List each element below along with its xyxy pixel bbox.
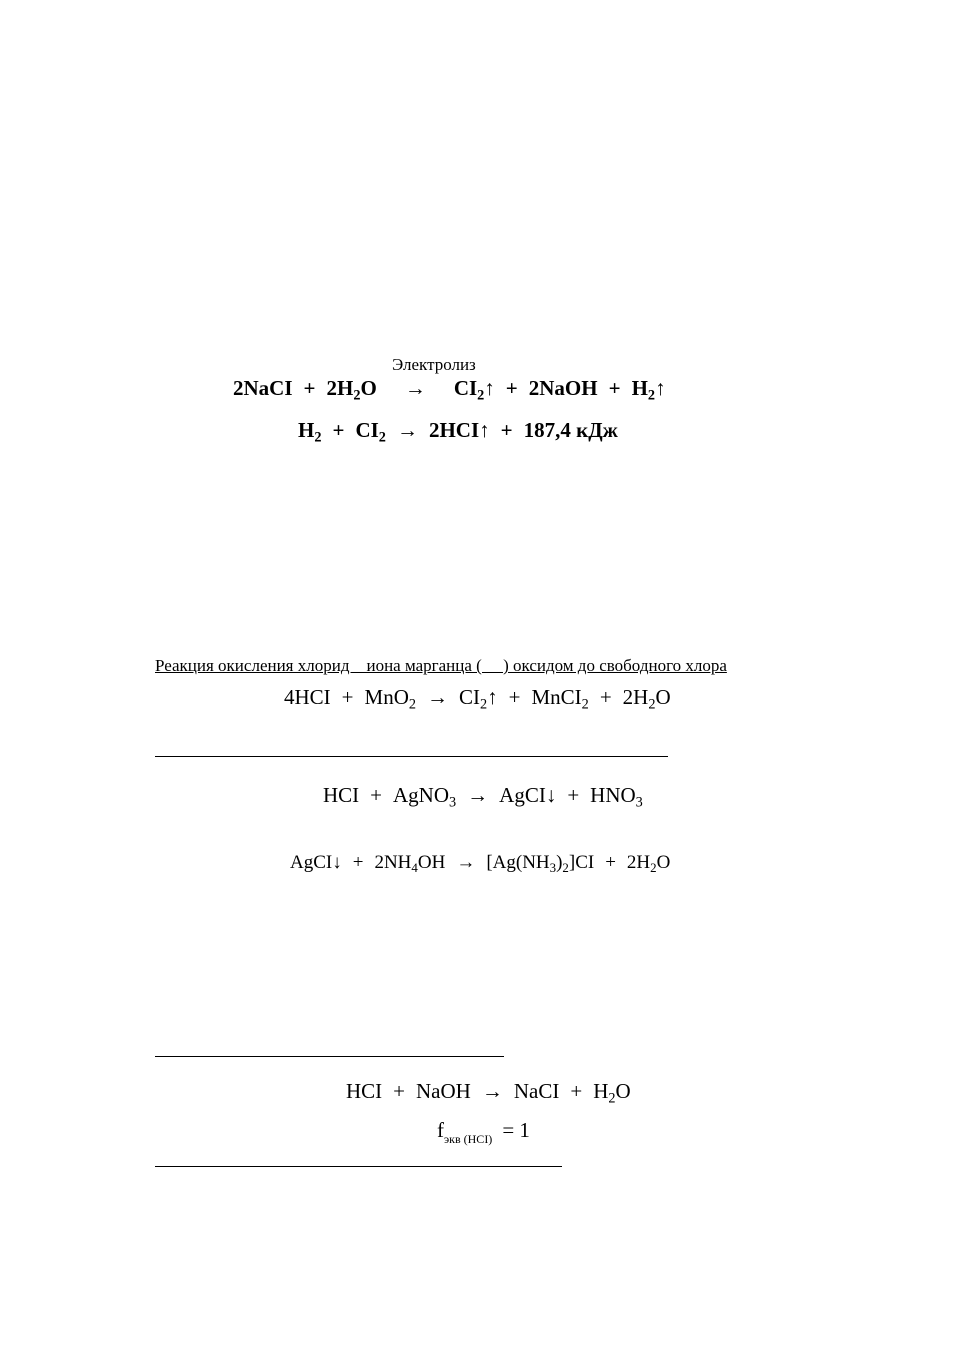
formula-agno3: AgNO$_3$	[393, 783, 457, 811]
formula-hcl: HCI	[346, 1079, 383, 1103]
plus-sign: +	[352, 852, 364, 873]
reaction-arrow: →	[396, 418, 418, 442]
plus-sign: +	[608, 376, 621, 400]
formula-cl2: $CI_2↑$	[453, 376, 495, 404]
formula-nh4oh: $2NH_4OH$	[374, 852, 446, 875]
formula-h2o: $H_2O$	[593, 1079, 631, 1107]
reaction-arrow: →	[456, 852, 476, 873]
plus-sign: +	[303, 376, 316, 400]
formula-silver-complex: $[Ag(NH_3)_2]CI$	[486, 852, 595, 875]
formula-nacl: NaCI	[513, 1079, 560, 1103]
plus-sign: +	[505, 376, 518, 400]
formula-hcl: 4HCI	[284, 685, 331, 709]
reaction-arrow: →	[467, 783, 489, 807]
formula-mncl2: MnCI$_2$	[531, 685, 589, 713]
formula-nacl: 2NaCI	[233, 376, 293, 400]
formula-mno2: MnO$_2$	[364, 685, 416, 713]
formula-hcl: HCI	[323, 783, 360, 807]
formula-agcl: AgCI↓	[290, 852, 342, 873]
formula-hcl: 2HCI↑	[428, 418, 490, 442]
reaction-title: Реакция окисления хлорид иона марганца ( ) оксидом до свободного хлора	[155, 656, 727, 675]
formula-h2: $H_2↑$	[631, 376, 666, 404]
formula-h2o: $2H_2O$	[622, 685, 671, 713]
equivalence-value: = 1	[502, 1118, 530, 1142]
heat-value: 187,4 кДж	[523, 418, 618, 442]
blank-line	[155, 756, 668, 757]
equivalence-factor: $f_{экв (HCI)} = 1$	[437, 1118, 530, 1146]
formula-h2o: $2H_2O$	[326, 376, 377, 404]
formula-hno3: $HNO_3$	[590, 783, 643, 811]
plus-sign: +	[370, 783, 383, 807]
formula-h2: $H_2$	[298, 418, 322, 446]
plus-sign: +	[605, 852, 616, 873]
formula-naoh: 2NaOH	[528, 376, 598, 400]
formula-naoh: NaOH	[416, 1079, 471, 1103]
formula-cl2: $CI_2↑$	[459, 685, 498, 713]
equation-mno2-oxidation	[284, 685, 671, 713]
reaction-arrow: →	[404, 376, 426, 400]
formula-cl2: $CI_2$	[355, 418, 386, 446]
electrolysis-label: Электролиз	[392, 355, 476, 374]
plus-sign: +	[599, 685, 612, 709]
equation-neutralization	[346, 1079, 631, 1107]
plus-sign: +	[332, 418, 345, 442]
plus-sign: +	[508, 685, 521, 709]
formula-h2o: $2H_2O$	[626, 852, 671, 875]
blank-line	[155, 1166, 562, 1167]
equation-hcl-synthesis	[298, 418, 618, 446]
equation-electrolysis	[233, 376, 666, 404]
equivalence-subscript: экв (HCI)	[444, 1132, 493, 1146]
plus-sign: +	[570, 1079, 583, 1103]
plus-sign: +	[341, 685, 354, 709]
plus-sign: +	[393, 1079, 406, 1103]
plus-sign: +	[567, 783, 580, 807]
reaction-arrow: →	[427, 685, 448, 709]
blank-line	[155, 1056, 504, 1057]
reaction-arrow: →	[481, 1079, 503, 1103]
equation-ammonia-complex	[290, 852, 670, 876]
equation-silver-nitrate	[323, 783, 643, 811]
plus-sign: +	[500, 418, 513, 442]
formula-agcl: AgCI↓	[499, 783, 557, 807]
